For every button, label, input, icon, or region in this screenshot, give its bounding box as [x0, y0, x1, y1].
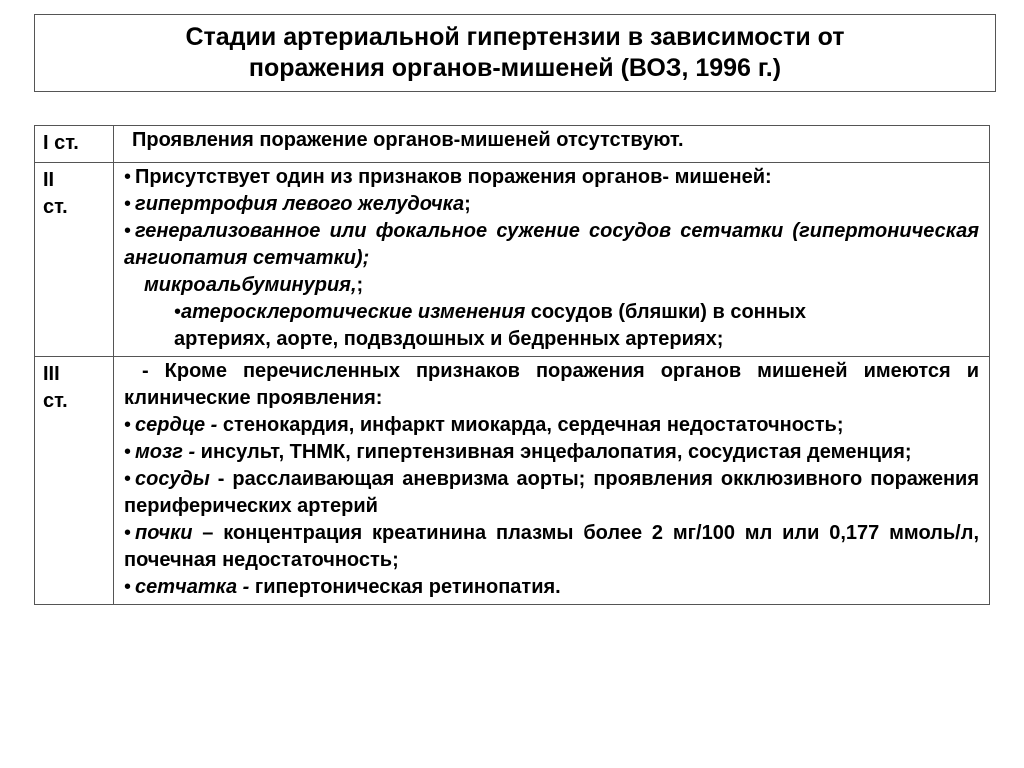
stage-3-retina [124, 574, 979, 601]
stage-3-heart [124, 412, 979, 439]
title-line-2: поражения органов-мишеней (ВОЗ, 1996 г.) [248, 54, 782, 82]
stage-2-item-4-line2: артериях, аорте, подвздошных и бедренных артериях; [174, 328, 724, 350]
stage-2-item-1-em: гипертрофия левого желудочка [135, 193, 465, 215]
stage-2-intro [124, 164, 979, 191]
stage-row-1 [35, 126, 990, 163]
stage-3-intro: - Кроме перечисленных признаков поражения органов мишеней имеются и клинические проявления: [124, 360, 979, 409]
stage-2-item-3-tail: ; [356, 274, 364, 296]
stage-row-3 [35, 357, 990, 605]
stage-2-label-b: ст. [43, 196, 68, 218]
stage-row-2 [35, 163, 990, 357]
stage-2-item-3 [124, 272, 979, 299]
stage-3-brain [124, 439, 979, 466]
stage-2-item-4 [124, 299, 979, 326]
stage-2-item-1-tail: ; [464, 193, 471, 215]
stage-3-heart-rest: стенокардия, инфаркт миокарда, сердечная недостаточность; [217, 414, 844, 436]
stage-3-label-b: ст. [43, 390, 68, 412]
stage-3-retina-em: сетчатка - [135, 576, 250, 598]
stage-desc-3 [114, 357, 990, 605]
stage-3-retina-rest: гипертоническая ретинопатия. [249, 576, 561, 598]
stage-2-item-3-em: микроальбуминурия, [144, 274, 357, 296]
slide-title [34, 14, 996, 92]
stage-label-2 [35, 163, 114, 357]
stage-2-item-4-em: атеросклеротические изменения [181, 301, 526, 323]
stage-2-item-2 [124, 218, 979, 272]
stage-label-3 [35, 357, 114, 605]
stage-3-kidneys [124, 520, 979, 574]
stage-3-label-a: III [43, 363, 60, 385]
stage-2-label-a: II [43, 169, 55, 191]
stage-2-item-2-em: генерализованное или фокальное сужение сосудов сетчатки (гипертоническая ангиопатия сетчатки); [124, 220, 979, 269]
stage-2-intro-text: Присутствует один из признаков поражения органов- мишеней: [135, 166, 772, 188]
stage-desc-2 [114, 163, 990, 357]
stage-3-brain-rest: инсульт, ТНМК, гипертензивная энцефалопатия, сосудистая деменция; [195, 441, 912, 463]
stages-table [34, 125, 990, 605]
stage-2-item-4-bullet: • [174, 301, 182, 323]
stage-3-kidneys-em: почки [135, 522, 193, 544]
stage-desc-1 [114, 126, 990, 163]
stage-2-item-1 [124, 191, 979, 218]
stage-label-1 [35, 126, 114, 163]
stage-1-text: Проявления поражение органов-мишеней отсутствуют. [132, 129, 684, 151]
stage-3-vessels-rest: - расслаивающая аневризма аорты; проявления окклюзивного поражения периферических артерий [124, 468, 979, 517]
stage-3-heart-em: сердце - [135, 414, 218, 436]
stage-2-item-4-rest: сосудов (бляшки) в сонных [525, 301, 807, 323]
stage-3-vessels [124, 466, 979, 520]
title-line-1: Стадии артериальной гипертензии в зависимости от [185, 23, 845, 51]
stage-1-label: I ст. [43, 132, 79, 154]
stage-3-kidneys-rest: – концентрация креатинина плазмы более 2 мг/100 мл или 0,177 ммоль/л, почечная недостаточность; [124, 522, 979, 571]
stage-3-vessels-em: сосуды [135, 468, 210, 490]
stage-3-brain-em: мозг - [135, 441, 196, 463]
